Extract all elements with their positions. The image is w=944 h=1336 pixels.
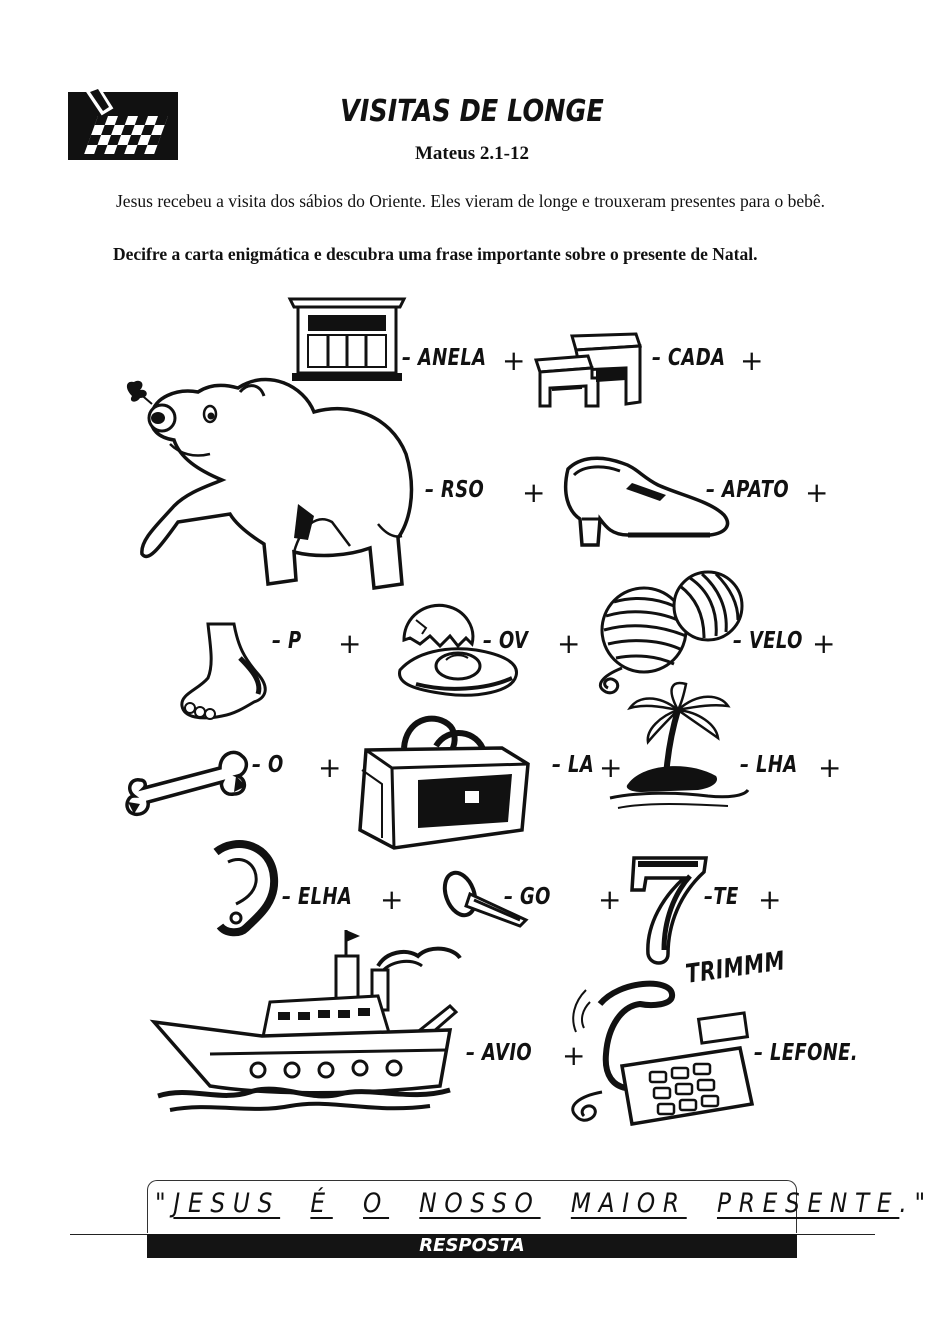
clue-janela: – ANELA — [402, 345, 487, 371]
plus-sign: + — [557, 627, 581, 660]
clue-sete: –TE — [704, 884, 739, 910]
yarn-ball-picture — [592, 560, 748, 700]
intro-paragraph: Jesus recebeu a visita dos sábios do Oriente. Eles vieram de longe e trouxeram presentes para o bebê. — [116, 191, 825, 211]
plus-sign: + — [502, 344, 526, 377]
stairs-picture — [532, 328, 644, 408]
clue-orelha: – ELHA — [282, 884, 353, 910]
foot-picture — [178, 622, 274, 722]
window-picture — [288, 297, 406, 383]
clue-ovo: – OV — [483, 628, 529, 654]
answer-close-quote: ." — [899, 1188, 933, 1219]
bear-picture — [118, 374, 414, 594]
answer-word: O — [363, 1188, 390, 1219]
answer-sentence — [155, 1188, 933, 1219]
ear-picture — [206, 838, 278, 936]
answer-word: JESUS — [173, 1188, 281, 1219]
clue-prego: – GO — [504, 884, 551, 910]
bag-picture — [352, 710, 532, 852]
ship-picture — [150, 926, 470, 1120]
plus-sign: + — [598, 883, 622, 916]
plus-sign: + — [338, 627, 362, 660]
plus-sign: + — [562, 1039, 586, 1072]
answer-word: PRESENTE — [716, 1188, 900, 1219]
answer-open-quote: " — [155, 1188, 174, 1219]
plus-sign: + — [522, 476, 546, 509]
clue-navio: – AVIO — [466, 1040, 533, 1066]
clue-urso: – RSO — [425, 477, 485, 503]
number-seven-picture — [630, 854, 710, 966]
plus-sign: + — [599, 751, 623, 784]
telephone-picture — [560, 976, 756, 1132]
clue-pe: – P — [272, 628, 302, 654]
answer-word: NOSSO — [419, 1188, 541, 1219]
bone-picture — [124, 746, 252, 818]
answer-word: É — [310, 1188, 333, 1219]
clue-telefone: – LEFONE. — [754, 1040, 859, 1066]
plus-sign: + — [805, 476, 829, 509]
plus-sign: + — [380, 883, 404, 916]
plus-sign: + — [818, 751, 842, 784]
page-title: VISITAS DE LONGE — [340, 94, 604, 129]
plus-sign: + — [318, 751, 342, 784]
island-picture — [608, 680, 750, 816]
bible-reference: Mateus 2.1-12 — [415, 143, 529, 164]
clue-mala: – LA — [552, 752, 595, 778]
plus-sign: + — [812, 627, 836, 660]
answer-label: RESPOSTA — [147, 1234, 797, 1258]
clue-escada: – CADA — [652, 345, 726, 371]
clue-novelo: – VELO — [733, 628, 803, 654]
clue-ilha: – LHA — [740, 752, 798, 778]
phone-ring-sound: TRIMMM — [683, 946, 788, 990]
plus-sign: + — [740, 344, 764, 377]
clue-osso: – O — [252, 752, 284, 778]
answer-word: MAIOR — [570, 1188, 687, 1219]
plus-sign: + — [758, 883, 782, 916]
clue-sapato: – APATO — [706, 477, 789, 503]
instruction-text: Decifre a carta enigmática e descubra uma frase importante sobre o presente de Natal. — [113, 244, 758, 264]
